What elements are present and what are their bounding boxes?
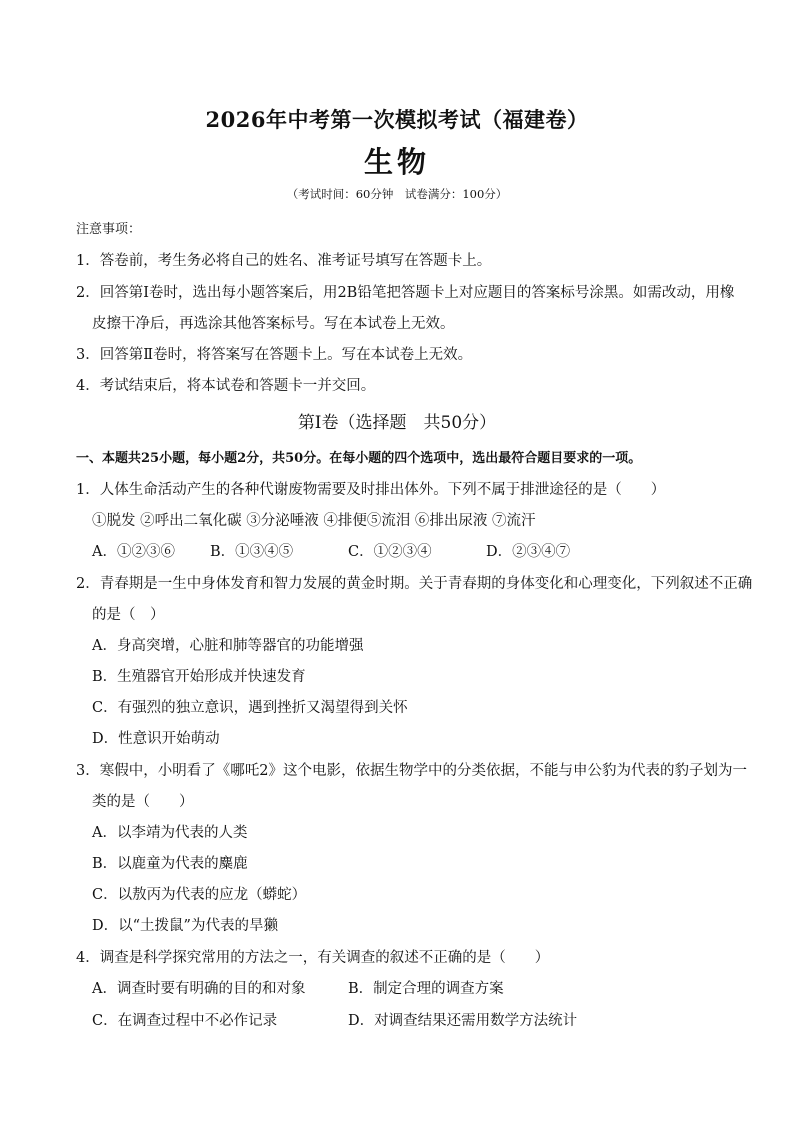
option-c[interactable]: C．有强烈的独立意识，遇到挫折又渴望得到关怀 bbox=[92, 700, 408, 716]
option-a[interactable]: A．调查时要有明确的目的和对象 bbox=[92, 981, 306, 997]
option-d[interactable]: D．性意识开始萌动 bbox=[92, 731, 220, 747]
option-b[interactable]: B．以鹿童为代表的麋鹿 bbox=[92, 856, 248, 872]
option-b[interactable]: B．生殖器官开始形成并快速发育 bbox=[92, 669, 306, 685]
notice-item: 皮擦干净后，再选涂其他答案标号。写在本试卷上无效。 bbox=[92, 316, 455, 332]
notice-item: 3．回答第Ⅱ卷时，将答案写在答题卡上。写在本试卷上无效。 bbox=[76, 347, 473, 363]
notice-item: 1．答卷前，考生务必将自己的姓名、准考证号填写在答题卡上。 bbox=[76, 253, 492, 269]
question-4-options-row2 bbox=[92, 1009, 577, 1030]
notice-heading: 注意事项： bbox=[76, 222, 142, 237]
question-2-stem: 2．青春期是一生中身体发育和智力发展的黄金时期。关于青春期的身体变化和心理变化，下列叙述不正确 bbox=[76, 576, 753, 592]
option-c[interactable]: C．以敖丙为代表的应龙（蟒蛇） bbox=[92, 887, 307, 903]
question-2-stem-cont: 的是（ ） bbox=[92, 607, 165, 623]
question-1-stem: 1．人体生命活动产生的各种代谢废物需要及时排出体外。下列不属于排泄途径的是（ ） bbox=[76, 482, 666, 498]
option-d[interactable]: D．对调查结果还需用数学方法统计 bbox=[348, 1013, 578, 1029]
option-a[interactable]: A．身高突增，心脏和肺等器官的功能增强 bbox=[92, 638, 364, 654]
notice-item: 2．回答第Ⅰ卷时，选出每小题答案后，用2B铅笔把答题卡上对应题目的答案标号涂黑。如需改动，用橡 bbox=[76, 285, 735, 301]
section-title: 第Ⅰ卷（选择题 共50分） bbox=[297, 413, 497, 433]
option-b[interactable]: B．制定合理的调查方案 bbox=[348, 981, 504, 997]
option-c[interactable]: C．①②③④ bbox=[348, 544, 432, 560]
exam-title: 2026年中考第一次模拟考试（福建卷） bbox=[205, 107, 589, 132]
question-1-options bbox=[92, 540, 570, 561]
option-a[interactable]: A．①②③⑥ bbox=[92, 544, 175, 560]
option-a[interactable]: A．以李靖为代表的人类 bbox=[92, 825, 248, 841]
question-1-items: ①脱发 ②呼出二氧化碳 ③分泌唾液 ④排便⑤流泪 ⑥排出尿液 ⑦流汗 bbox=[92, 513, 536, 529]
section-instruction: 一、本题共25小题，每小题2分，共50分。在每小题的四个选项中，选出最符合题目要求的一项。 bbox=[76, 451, 642, 466]
exam-info: （考试时间：60分钟 试卷满分：100分） bbox=[286, 187, 508, 201]
question-4-stem: 4．调查是科学探究常用的方法之一，有关调查的叙述不正确的是（ ） bbox=[76, 950, 550, 966]
question-3-stem: 3．寒假中，小明看了《哪吒2》这个电影，依据生物学中的分类依据，不能与申公豹为代表的豹子划为一 bbox=[76, 763, 747, 779]
subject-title: 生物 bbox=[363, 145, 430, 179]
option-d[interactable]: D．②③④⑦ bbox=[486, 544, 571, 560]
option-b[interactable]: B．①③④⑤ bbox=[210, 544, 294, 560]
option-d[interactable]: D．以“土拨鼠”为代表的旱獭 bbox=[92, 918, 278, 934]
question-3-stem-cont: 类的是（ ） bbox=[92, 794, 194, 810]
option-c[interactable]: C．在调查过程中不必作记录 bbox=[92, 1013, 278, 1029]
question-4-options-row1 bbox=[92, 977, 504, 998]
notice-item: 4．考试结束后，将本试卷和答题卡一并交回。 bbox=[76, 378, 376, 394]
